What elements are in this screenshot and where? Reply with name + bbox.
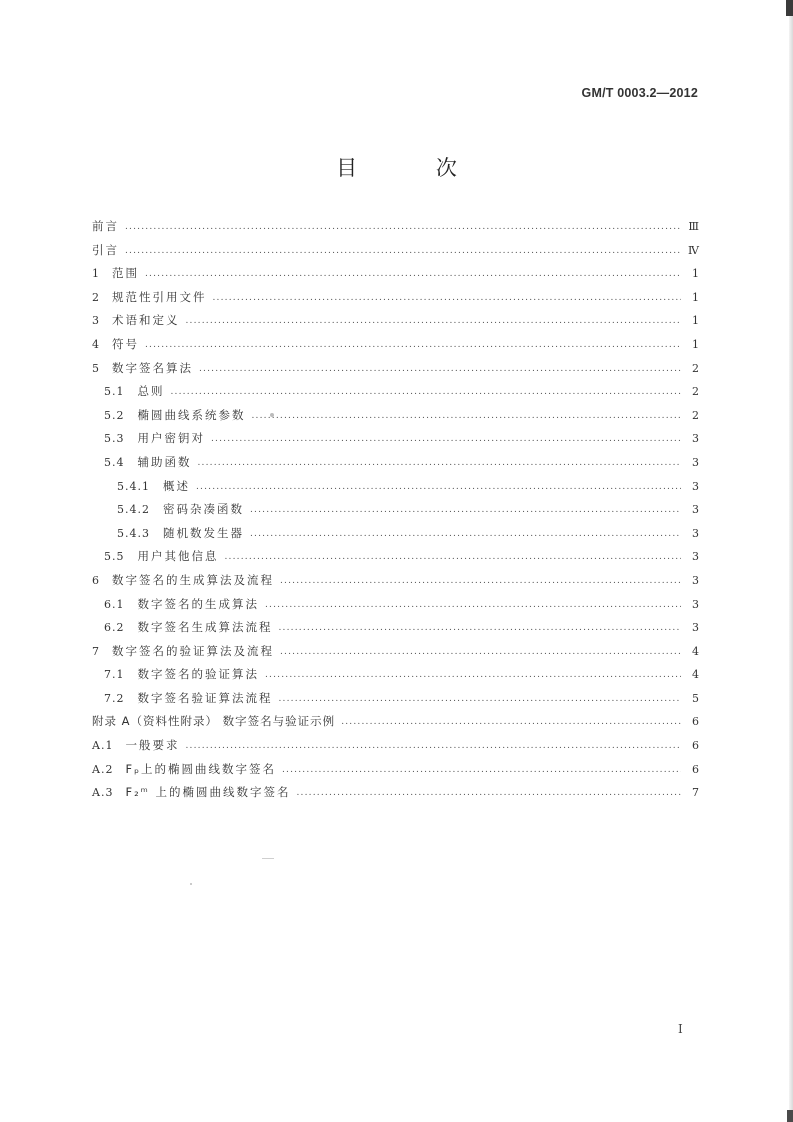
toc-entry[interactable] (92, 262, 699, 286)
toc-entry[interactable] (92, 616, 699, 640)
toc-entry[interactable] (92, 758, 699, 782)
dot-leader (250, 523, 681, 547)
toc-entry-page: 3 (692, 526, 699, 540)
toc-entry-number: 5.5 (104, 550, 125, 564)
dot-leader (280, 570, 681, 594)
toc-entry-page: 3 (692, 573, 699, 587)
toc-entry-page: 5 (692, 691, 699, 705)
toc-entry[interactable] (92, 687, 699, 711)
toc-entry-page: 4 (692, 668, 699, 682)
toc-entry-page: 6 (692, 715, 699, 729)
toc-entry-number: 5.1 (104, 385, 125, 399)
toc-entry-title: 总则 (137, 384, 165, 399)
toc-entry[interactable] (92, 522, 699, 546)
toc-entry[interactable] (92, 309, 699, 333)
toc-entry-title: 数字签名的验证算法及流程 (112, 643, 274, 658)
toc-entry-page: Ⅳ (688, 243, 699, 257)
dot-leader (125, 216, 681, 240)
toc-entry-title: 引言 (92, 242, 119, 257)
toc-entry-title: 规范性引用文件 (112, 289, 207, 304)
toc-entry-page: 3 (692, 550, 699, 564)
toc-entry-number: 2 (92, 290, 100, 304)
dot-leader (265, 594, 681, 618)
document-code: GM/T 0003.2—2012 (581, 86, 698, 100)
toc-entry[interactable] (92, 357, 699, 381)
toc-entry-page: 2 (692, 385, 699, 399)
toc-entry[interactable] (92, 427, 699, 451)
toc-entry-title: 数字签名的生成算法 (137, 596, 259, 611)
page-number: I (678, 1022, 683, 1036)
toc-entry[interactable] (92, 640, 699, 664)
page-title: 目 次 (336, 156, 493, 180)
toc-entry-title: 随机数发生器 (163, 525, 244, 540)
toc-entry-page: 2 (692, 361, 699, 375)
dot-leader (125, 240, 681, 264)
toc-entry-page: 1 (692, 314, 699, 328)
dot-leader (280, 641, 681, 665)
toc-entry-number: 5.3 (104, 432, 125, 446)
toc-entry-number: A.2 (92, 762, 114, 776)
dot-leader (279, 688, 682, 712)
toc-entry-page: 7 (692, 786, 699, 800)
toc-entry-title: 数字签名算法 (112, 360, 193, 375)
toc-entry-title: 符号 (112, 336, 139, 351)
toc-entry[interactable] (92, 545, 699, 569)
dot-leader (297, 782, 682, 806)
toc-entry-title: 前言 (92, 219, 119, 233)
toc-entry-title: 用户其他信息 (137, 549, 219, 564)
toc-entry-page: 1 (692, 290, 699, 304)
scan-speck (190, 883, 192, 885)
toc-entry-title: 椭圆曲线系统参数 (137, 407, 246, 422)
toc-entry-title: 附录 A（资料性附录） 数字签名与验证示例 (92, 714, 336, 729)
scan-mark (786, 0, 793, 16)
toc-entry[interactable] (92, 286, 699, 310)
toc-entry-page: 6 (692, 762, 699, 776)
dot-leader (145, 334, 681, 358)
toc-entry-number: 5.4.1 (117, 479, 150, 493)
toc-entry[interactable] (92, 404, 699, 428)
toc-entry-number: 6.1 (104, 597, 125, 611)
toc-entry-number: 4 (92, 337, 100, 351)
toc-entry-page: 3 (692, 455, 699, 469)
dot-leader (171, 381, 682, 405)
toc-entry-number: 7 (92, 644, 100, 658)
toc-entry-number: 5 (92, 361, 100, 375)
toc-entry-title: 密码杂凑函数 (163, 502, 244, 517)
scan-speck (262, 858, 274, 859)
toc-entry[interactable] (92, 239, 699, 263)
dot-leader (252, 405, 682, 429)
toc-entry[interactable] (92, 593, 699, 617)
toc-entry-number: 1 (92, 267, 100, 281)
toc-entry-title: 术语和定义 (112, 313, 180, 328)
toc-entry-title: F₂ᵐ 上的椭圆曲线数字签名 (125, 785, 291, 800)
toc-entry[interactable] (92, 663, 699, 687)
dot-leader (225, 546, 682, 570)
dot-leader (250, 499, 681, 523)
toc-entry-page: 6 (692, 739, 699, 753)
toc-entry-number: 5.4.2 (117, 503, 150, 517)
toc-entry-number: 7.2 (104, 691, 125, 705)
toc-entry-title: 范围 (112, 266, 139, 281)
dot-leader (282, 759, 681, 783)
toc-entry-number: A.1 (92, 739, 114, 753)
toc-entry-page: 1 (692, 337, 699, 351)
toc-entry-page: 4 (692, 644, 699, 658)
toc-entry[interactable] (92, 734, 699, 758)
toc-entry-number: 6 (92, 573, 100, 587)
dot-leader (213, 287, 682, 311)
dot-leader (145, 263, 681, 287)
toc-entry-page: 1 (692, 267, 699, 281)
toc-entry-title: 用户密钥对 (137, 431, 205, 446)
toc-entry-page: 3 (692, 479, 699, 493)
toc-entry-number: A.3 (92, 786, 114, 800)
toc-entry[interactable] (92, 475, 699, 499)
dot-leader (211, 428, 681, 452)
toc-entry[interactable] (92, 451, 699, 475)
scan-mark (787, 1110, 793, 1122)
dot-leader (279, 617, 682, 641)
toc-entry-page: 3 (692, 503, 699, 517)
toc-entry-title: 数字签名的验证算法 (137, 667, 259, 682)
dot-leader (196, 476, 681, 500)
toc-entry[interactable] (92, 781, 699, 805)
dot-leader (185, 735, 681, 759)
toc-entry-number: 5.4.3 (117, 526, 150, 540)
dot-leader (186, 310, 682, 334)
toc-entry[interactable] (92, 569, 699, 593)
toc-entry-title: 一般要求 (125, 738, 180, 753)
dot-leader (199, 358, 681, 382)
toc-entry-title: Fₚ上的椭圆曲线数字签名 (125, 761, 276, 776)
toc-entry-number: 5.2 (104, 408, 125, 422)
dot-leader (265, 664, 681, 688)
toc-entry-number: 6.2 (104, 621, 125, 635)
scan-speck (270, 413, 274, 417)
toc-entry[interactable] (92, 710, 699, 734)
toc-entry-title: 辅助函数 (137, 454, 192, 469)
toc-entry-page: 3 (692, 621, 699, 635)
toc-entry[interactable] (92, 380, 699, 404)
toc-entry-title: 数字签名的生成算法及流程 (112, 572, 274, 587)
toc-entry[interactable] (92, 215, 699, 239)
toc-entry[interactable] (92, 498, 699, 522)
toc-entry-page: Ⅲ (688, 220, 699, 233)
dot-leader (198, 452, 682, 476)
toc-entry-number: 7.1 (104, 668, 125, 682)
toc-entry-number: 3 (92, 314, 100, 328)
toc-entry-number: 5.4 (104, 455, 125, 469)
toc-entry-page: 3 (692, 597, 699, 611)
toc-entry-title: 概述 (163, 478, 190, 493)
toc-entry-title: 数字签名生成算法流程 (137, 620, 273, 635)
table-of-contents (92, 215, 699, 805)
toc-entry[interactable] (92, 333, 699, 357)
toc-entry-page: 2 (692, 408, 699, 422)
toc-entry-page: 3 (692, 432, 699, 446)
dot-leader (341, 711, 681, 735)
toc-entry-title: 数字签名验证算法流程 (137, 690, 273, 705)
